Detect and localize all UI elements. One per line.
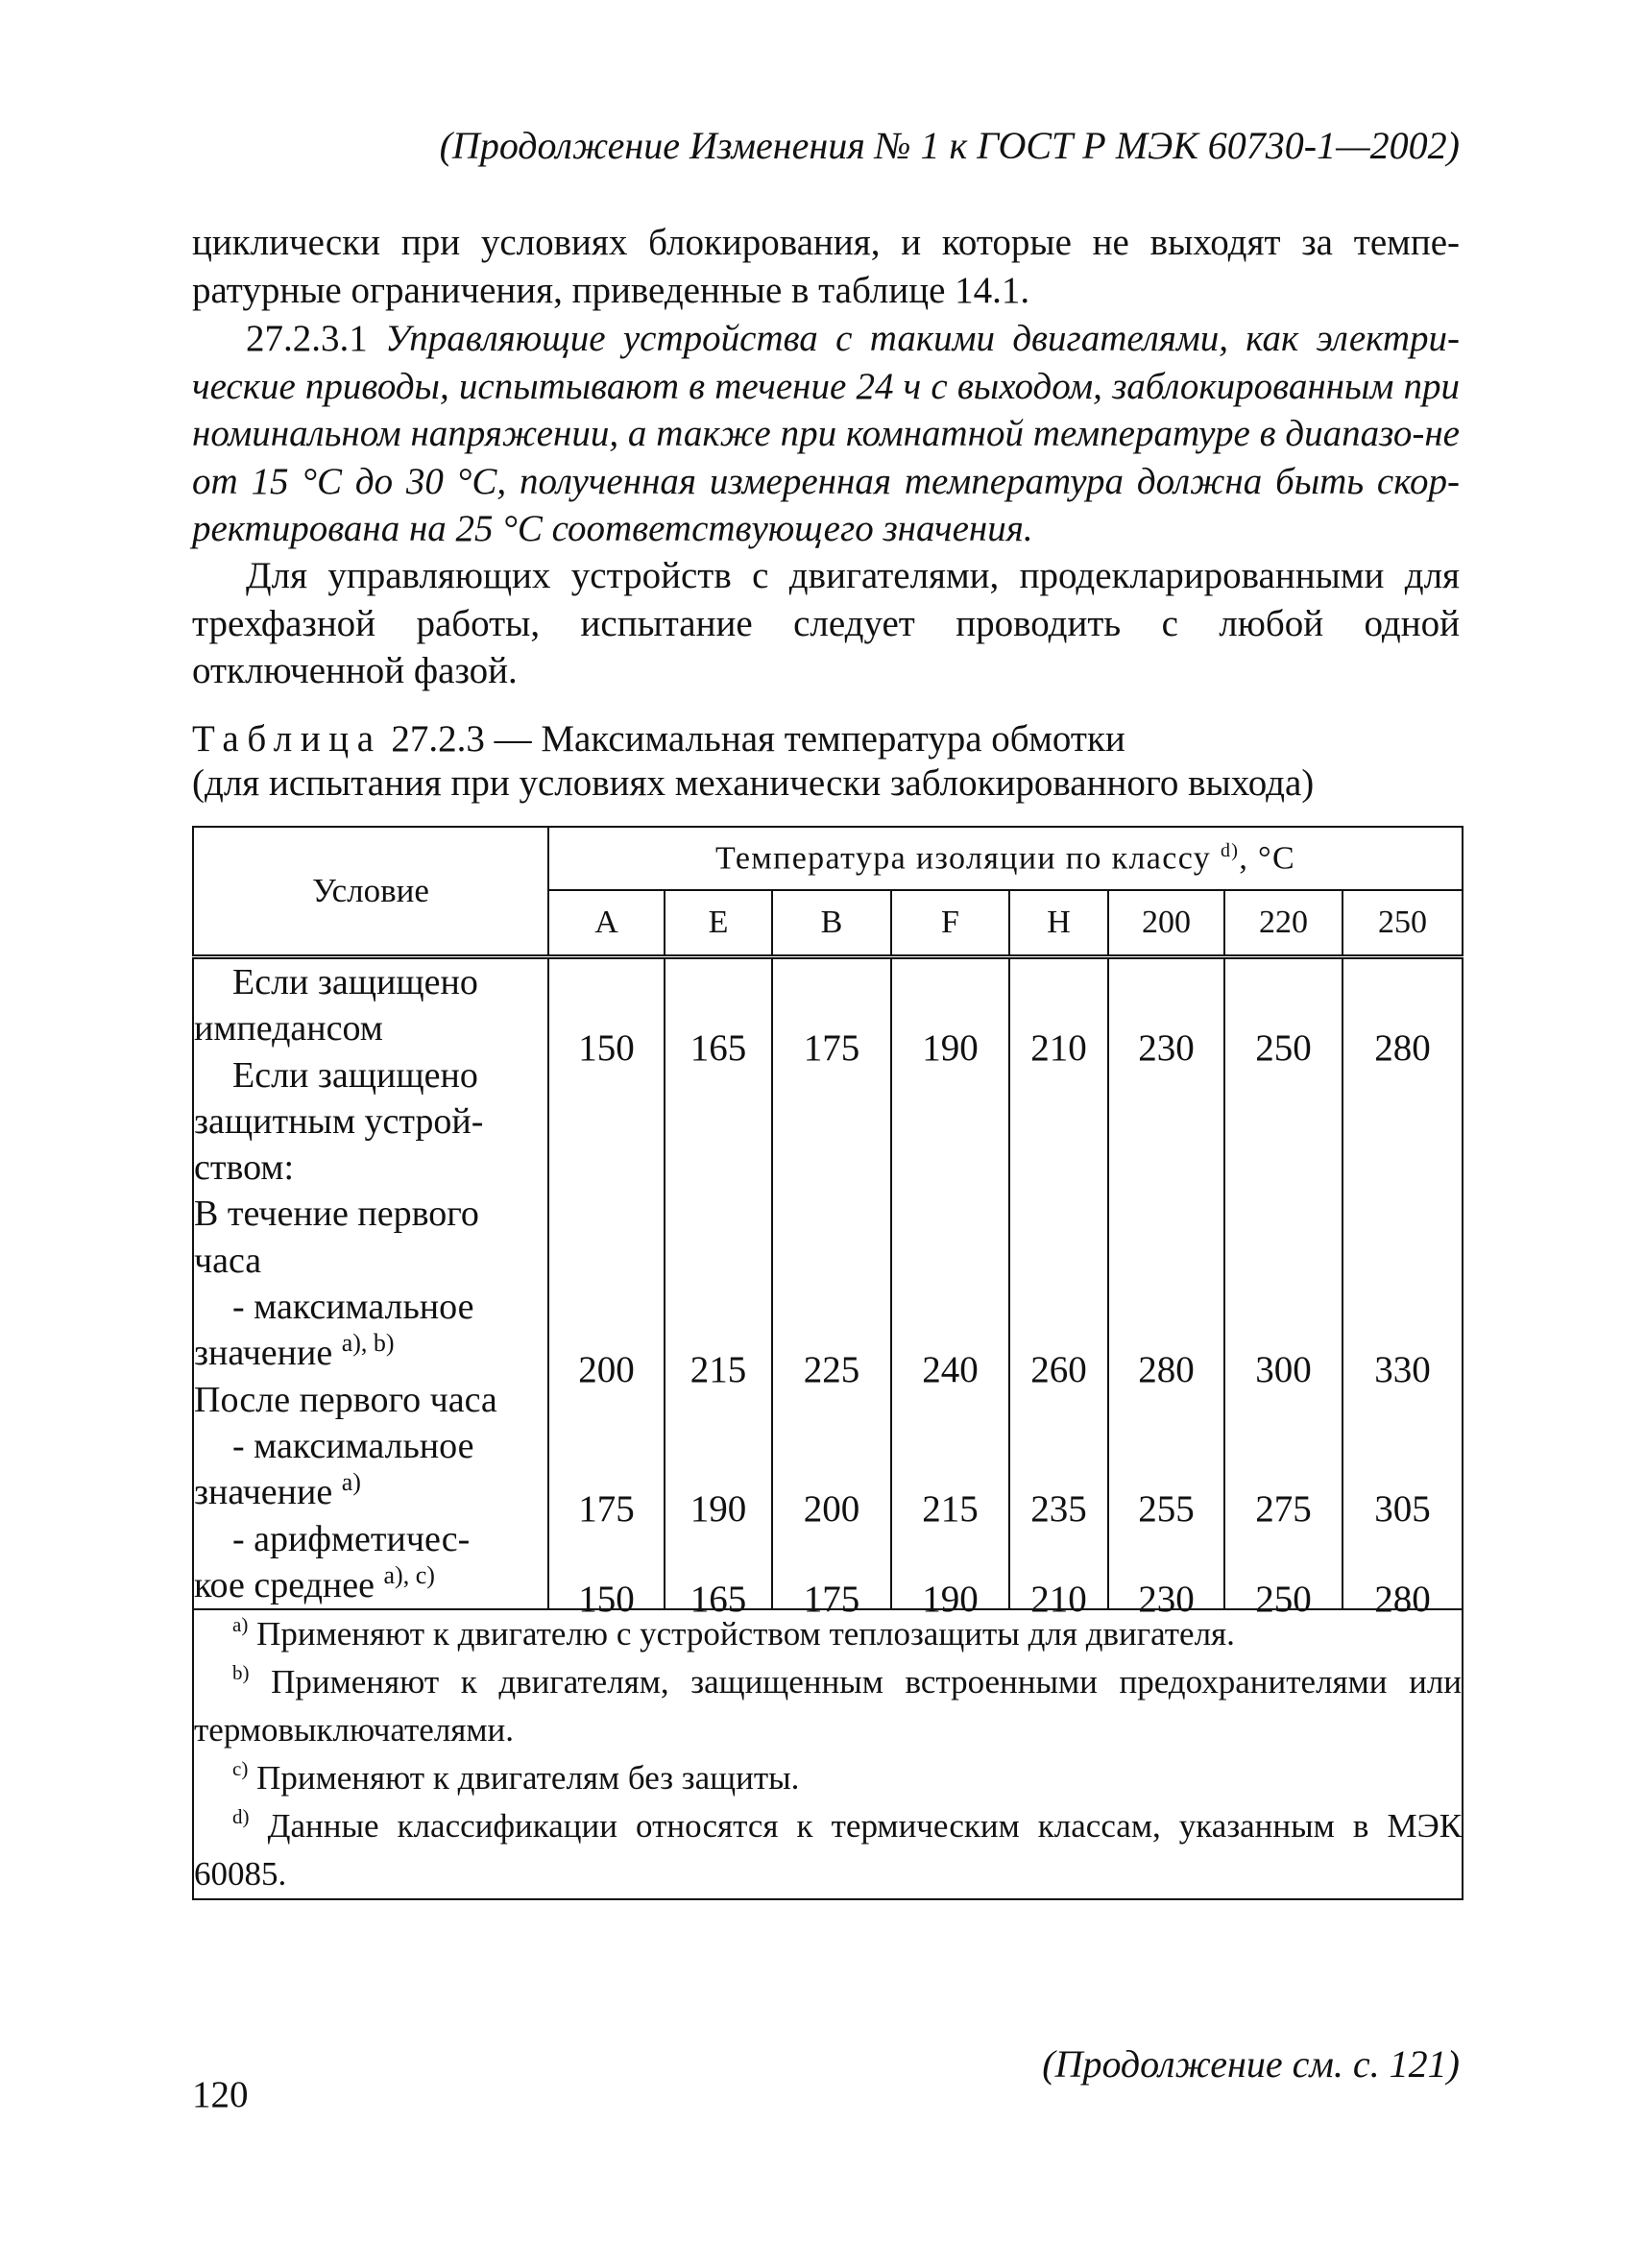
value-cell: 175 bbox=[578, 1488, 635, 1530]
value-cell: 225 bbox=[803, 1349, 860, 1390]
footnote-mark: c) bbox=[232, 1757, 249, 1781]
clause-text: Управляющие устройства с такими двигателями, как электри-ческие приводы, испытывают в течение 24 ч с выходом, заблокированным при номинальном напряжении, а также при комнатной температуре в диапазо-не от 15 °С до 30 °С, полученная измеренная температура должна быть скор-ректирована на 25 °С соответствующего значения. bbox=[192, 318, 1461, 549]
values-column-200 bbox=[1108, 957, 1224, 1620]
value-cell: 280 bbox=[1138, 1349, 1195, 1390]
value-cell: 200 bbox=[803, 1488, 860, 1530]
value-cell: 250 bbox=[1255, 1579, 1312, 1620]
values-column-250 bbox=[1343, 957, 1463, 1620]
footnote-mark: a) bbox=[232, 1613, 249, 1637]
condition-line: - арифметичес- bbox=[232, 1518, 471, 1559]
paragraph-three-phase: Для управляющих устройств с двигателями, продекларированными для трехфазной работы, испытание следует проводить с любой одной отключенной фазой. bbox=[192, 555, 1460, 691]
header-temperature-text: Температура изоляции по классу bbox=[715, 840, 1212, 877]
value-cell: 175 bbox=[803, 1579, 860, 1620]
condition-line: - максимальное bbox=[232, 1425, 474, 1466]
condition-line: кое среднее $^{a), c)}$ bbox=[194, 1560, 435, 1605]
values-column-b bbox=[772, 957, 891, 1620]
footnote-mark: a) bbox=[341, 1468, 361, 1497]
footnote-d: $^{d)}$ Данные классификации относятся к термическим классам, указанным в МЭК 60085. bbox=[194, 1805, 1463, 1894]
caption-line-2: (для испытания при условиях механически заблокированного выхода) bbox=[192, 762, 1315, 804]
footnote-mark: b) bbox=[232, 1661, 250, 1685]
value-cell: 190 bbox=[689, 1488, 747, 1530]
value-cell: 275 bbox=[1255, 1488, 1312, 1530]
class-header: 250 bbox=[1343, 890, 1463, 956]
condition-line: После первого часа bbox=[194, 1379, 497, 1420]
condition-line: значение $^{a)}$ bbox=[194, 1468, 361, 1513]
class-header: A bbox=[548, 890, 665, 956]
value-cell: 200 bbox=[578, 1349, 635, 1390]
condition-line: Если защищено bbox=[232, 1054, 478, 1096]
footnote-mark: a), b) bbox=[341, 1329, 395, 1358]
table-notes bbox=[193, 1609, 1463, 1899]
value-cell: 150 bbox=[578, 1579, 635, 1620]
value-cell: 210 bbox=[1030, 1579, 1087, 1620]
caption-title: 27.2.3 — Максимальная температура обмотки bbox=[391, 718, 1125, 760]
header-temperature bbox=[548, 827, 1463, 890]
footnote-mark: d) bbox=[232, 1805, 250, 1829]
footnote-mark: a), c) bbox=[383, 1560, 435, 1589]
class-header: F bbox=[891, 890, 1009, 956]
condition-line: импедансом bbox=[194, 1008, 383, 1050]
condition-line: защитным устрой- bbox=[194, 1100, 484, 1142]
value-cell: 190 bbox=[922, 1579, 979, 1620]
caption-line-1 bbox=[192, 717, 1460, 761]
header-condition: Условие bbox=[193, 827, 548, 957]
running-header: (Продолжение Изменения № 1 к ГОСТ Р МЭК 60730-1—2002) bbox=[439, 124, 1460, 167]
condition-cell bbox=[193, 957, 548, 1610]
value-cell: 165 bbox=[689, 1027, 747, 1069]
value-cell: 260 bbox=[1030, 1349, 1087, 1390]
value-cell: 280 bbox=[1374, 1027, 1431, 1069]
class-header: 200 bbox=[1108, 890, 1224, 956]
value-cell: 230 bbox=[1138, 1027, 1195, 1069]
value-cell: 210 bbox=[1030, 1027, 1087, 1069]
values-column-f bbox=[891, 957, 1009, 1620]
value-cell: 175 bbox=[803, 1027, 860, 1069]
caption-label: Таблица bbox=[192, 718, 382, 760]
condition-line: часа bbox=[194, 1240, 262, 1281]
value-cell: 300 bbox=[1255, 1349, 1312, 1390]
class-header: 220 bbox=[1224, 890, 1343, 956]
class-header: E bbox=[665, 890, 772, 956]
clause-number: 27.2.3.1 bbox=[246, 318, 368, 359]
value-cell: 235 bbox=[1030, 1488, 1087, 1530]
value-cell: 255 bbox=[1138, 1488, 1195, 1530]
condition-line: ством: bbox=[194, 1147, 295, 1189]
class-header: H bbox=[1009, 890, 1108, 956]
table-caption bbox=[192, 717, 1460, 806]
value-cell: 280 bbox=[1374, 1579, 1431, 1620]
condition-line: Если защищено bbox=[232, 962, 478, 1002]
class-header: B bbox=[772, 890, 891, 956]
page-number: 120 bbox=[192, 2074, 249, 2115]
footnote-c: $^{c)}$ Применяют к двигателям без защиты. bbox=[232, 1757, 800, 1798]
value-cell: 305 bbox=[1374, 1488, 1431, 1530]
value-cell: 150 bbox=[578, 1027, 635, 1069]
paragraph-clause-27-2-3-1 bbox=[192, 315, 1460, 553]
header-temperature-note-mark: d) bbox=[1220, 840, 1240, 862]
value-cell: 165 bbox=[689, 1579, 747, 1620]
value-cell: 230 bbox=[1138, 1579, 1195, 1620]
values-column-a bbox=[548, 957, 665, 1620]
condition-line: В течение первого bbox=[194, 1194, 479, 1235]
values-column-h bbox=[1009, 957, 1108, 1620]
value-cell: 250 bbox=[1255, 1027, 1312, 1069]
value-cell: 240 bbox=[922, 1349, 979, 1390]
winding-temperature-table bbox=[192, 826, 1464, 1900]
value-cell: 330 bbox=[1374, 1349, 1431, 1390]
footnote-a: $^{a)}$ Применяют к двигателю с устройством теплозащиты для двигателя. bbox=[232, 1613, 1235, 1653]
paragraph-continuation: циклически при условиях блокирования, и которые не выходят за темпе-ратурные ограничения, приведенные в таблице 14.1. bbox=[192, 222, 1460, 311]
value-cell: 215 bbox=[922, 1488, 979, 1530]
condition-line: значение $^{a), b)}$ bbox=[194, 1329, 395, 1374]
header-temperature-unit: , °С bbox=[1239, 840, 1296, 877]
footnote-b: $^{b)}$ Применяют к двигателям, защищенным встроенными предохранителями или термовыключателями. bbox=[194, 1661, 1463, 1749]
value-cell: 215 bbox=[689, 1349, 747, 1390]
condition-line: - максимальное bbox=[232, 1287, 474, 1328]
value-cell: 190 bbox=[922, 1027, 979, 1069]
values-column-e bbox=[665, 957, 772, 1620]
continuation-footer: (Продолжение см. с. 121) bbox=[1042, 2042, 1460, 2086]
values-column-220 bbox=[1224, 957, 1343, 1620]
